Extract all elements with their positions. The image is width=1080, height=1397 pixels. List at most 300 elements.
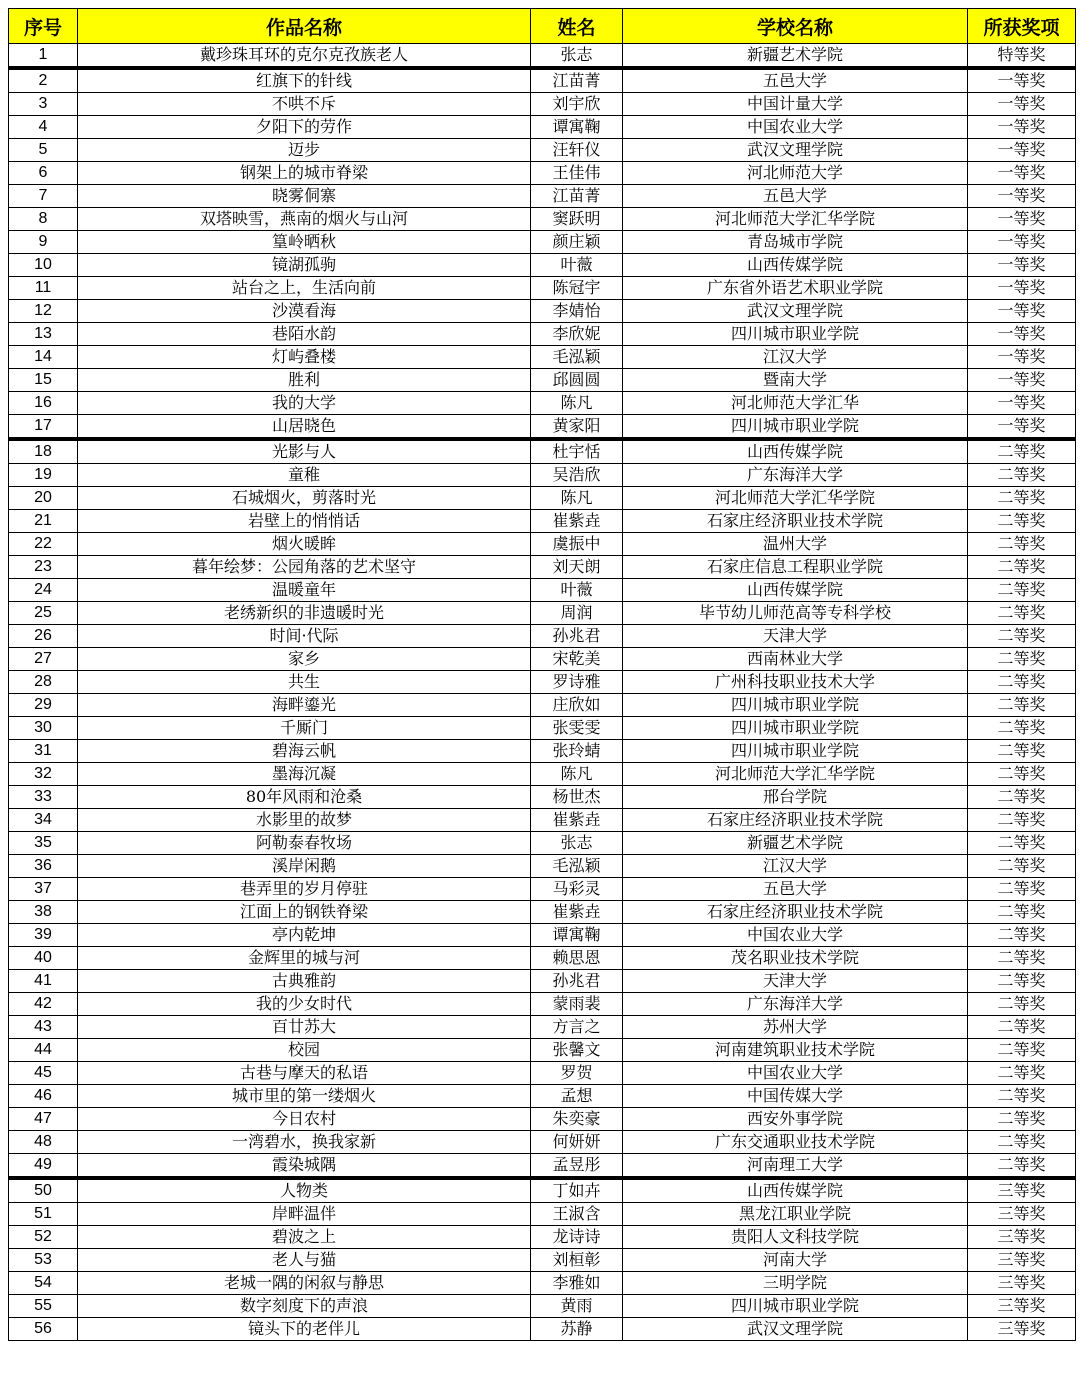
cell-work-title: 老绣新织的非遗暖时光 (78, 602, 531, 625)
cell-school: 武汉文理学院 (623, 1318, 968, 1341)
cell-index: 32 (9, 763, 78, 786)
cell-index: 2 (9, 68, 78, 93)
cell-work-title: 人物类 (78, 1178, 531, 1203)
cell-name: 江苗菁 (531, 185, 623, 208)
cell-index: 16 (9, 392, 78, 415)
cell-name: 毛泓颖 (531, 855, 623, 878)
cell-name: 朱奕豪 (531, 1108, 623, 1131)
table-row (9, 763, 1076, 786)
table-row (9, 323, 1076, 346)
table-row (9, 786, 1076, 809)
cell-school: 中国计量大学 (623, 93, 968, 116)
table-row (9, 602, 1076, 625)
cell-name: 李欣妮 (531, 323, 623, 346)
cell-name: 叶薇 (531, 254, 623, 277)
cell-work-title: 霞染城隅 (78, 1154, 531, 1179)
cell-index: 28 (9, 671, 78, 694)
cell-award: 一等奖 (968, 323, 1076, 346)
cell-work-title: 江面上的钢铁脊梁 (78, 901, 531, 924)
table-row (9, 254, 1076, 277)
cell-work-title: 时间·代际 (78, 625, 531, 648)
cell-index: 37 (9, 878, 78, 901)
cell-name: 吴浩欣 (531, 464, 623, 487)
cell-index: 35 (9, 832, 78, 855)
cell-work-title: 金辉里的城与河 (78, 947, 531, 970)
cell-school: 山西传媒学院 (623, 579, 968, 602)
table-row (9, 1203, 1076, 1226)
cell-name: 邱圆圆 (531, 369, 623, 392)
cell-award: 二等奖 (968, 510, 1076, 533)
cell-award: 二等奖 (968, 1154, 1076, 1179)
cell-index: 7 (9, 185, 78, 208)
cell-index: 18 (9, 439, 78, 464)
cell-index: 11 (9, 277, 78, 300)
cell-work-title: 晓雾侗寨 (78, 185, 531, 208)
cell-school: 五邑大学 (623, 878, 968, 901)
cell-school: 广东海洋大学 (623, 993, 968, 1016)
cell-name: 孙兆君 (531, 625, 623, 648)
cell-index: 29 (9, 694, 78, 717)
cell-index: 17 (9, 415, 78, 440)
cell-work-title: 夕阳下的劳作 (78, 116, 531, 139)
table-row (9, 300, 1076, 323)
cell-school: 天津大学 (623, 625, 968, 648)
cell-name: 孟想 (531, 1085, 623, 1108)
cell-work-title: 钢架上的城市脊梁 (78, 162, 531, 185)
cell-name: 罗诗雅 (531, 671, 623, 694)
cell-school: 山西传媒学院 (623, 1178, 968, 1203)
cell-school: 石家庄经济职业技术学院 (623, 901, 968, 924)
header-work-title: 作品名称 (78, 9, 531, 44)
table-row (9, 809, 1076, 832)
table-row (9, 44, 1076, 69)
cell-award: 三等奖 (968, 1226, 1076, 1249)
cell-school: 河北师范大学汇华学院 (623, 763, 968, 786)
cell-name: 刘桓彰 (531, 1249, 623, 1272)
cell-index: 46 (9, 1085, 78, 1108)
table-row (9, 93, 1076, 116)
cell-work-title: 我的少女时代 (78, 993, 531, 1016)
cell-index: 25 (9, 602, 78, 625)
cell-school: 暨南大学 (623, 369, 968, 392)
cell-award: 二等奖 (968, 786, 1076, 809)
cell-school: 四川城市职业学院 (623, 717, 968, 740)
cell-name: 江苗菁 (531, 68, 623, 93)
cell-work-title: 光影与人 (78, 439, 531, 464)
cell-school: 西南林业大学 (623, 648, 968, 671)
cell-name: 陈凡 (531, 763, 623, 786)
cell-work-title: 我的大学 (78, 392, 531, 415)
cell-school: 中国农业大学 (623, 924, 968, 947)
cell-name: 张玲蜻 (531, 740, 623, 763)
cell-school: 河南理工大学 (623, 1154, 968, 1179)
table-row (9, 1318, 1076, 1341)
cell-school: 石家庄经济职业技术学院 (623, 809, 968, 832)
cell-award: 一等奖 (968, 185, 1076, 208)
cell-school: 河北师范大学汇华 (623, 392, 968, 415)
table-row (9, 717, 1076, 740)
cell-award: 二等奖 (968, 947, 1076, 970)
cell-work-title: 石城烟火，剪落时光 (78, 487, 531, 510)
cell-name: 杨世杰 (531, 786, 623, 809)
cell-index: 9 (9, 231, 78, 254)
cell-name: 赖思恩 (531, 947, 623, 970)
cell-index: 4 (9, 116, 78, 139)
cell-school: 武汉文理学院 (623, 139, 968, 162)
table-row (9, 832, 1076, 855)
cell-school: 石家庄信息工程职业学院 (623, 556, 968, 579)
cell-index: 20 (9, 487, 78, 510)
cell-name: 龙诗诗 (531, 1226, 623, 1249)
cell-index: 13 (9, 323, 78, 346)
cell-work-title: 数字刻度下的声浪 (78, 1295, 531, 1318)
table-row (9, 947, 1076, 970)
cell-name: 李婧怡 (531, 300, 623, 323)
table-row (9, 1131, 1076, 1154)
cell-award: 一等奖 (968, 300, 1076, 323)
cell-school: 五邑大学 (623, 185, 968, 208)
cell-award: 一等奖 (968, 231, 1076, 254)
table-row (9, 392, 1076, 415)
cell-index: 3 (9, 93, 78, 116)
cell-award: 二等奖 (968, 579, 1076, 602)
cell-school: 新疆艺术学院 (623, 44, 968, 69)
cell-school: 四川城市职业学院 (623, 694, 968, 717)
cell-award: 二等奖 (968, 924, 1076, 947)
header-award: 所获奖项 (968, 9, 1076, 44)
cell-work-title: 墨海沉凝 (78, 763, 531, 786)
cell-school: 河北师范大学 (623, 162, 968, 185)
cell-award: 一等奖 (968, 392, 1076, 415)
cell-award: 二等奖 (968, 763, 1076, 786)
cell-school: 广东省外语艺术职业学院 (623, 277, 968, 300)
cell-index: 12 (9, 300, 78, 323)
cell-index: 22 (9, 533, 78, 556)
cell-work-title: 戴珍珠耳环的克尔克孜族老人 (78, 44, 531, 69)
cell-award: 二等奖 (968, 1085, 1076, 1108)
cell-work-title: 胜利 (78, 369, 531, 392)
cell-school: 新疆艺术学院 (623, 832, 968, 855)
cell-work-title: 城市里的第一缕烟火 (78, 1085, 531, 1108)
cell-index: 6 (9, 162, 78, 185)
cell-school: 毕节幼儿师范高等专科学校 (623, 602, 968, 625)
cell-name: 张雯雯 (531, 717, 623, 740)
table-row (9, 648, 1076, 671)
table-row (9, 901, 1076, 924)
cell-award: 二等奖 (968, 1039, 1076, 1062)
cell-work-title: 古巷与摩天的私语 (78, 1062, 531, 1085)
cell-index: 36 (9, 855, 78, 878)
table-row (9, 993, 1076, 1016)
cell-school: 四川城市职业学院 (623, 323, 968, 346)
cell-work-title: 碧波之上 (78, 1226, 531, 1249)
cell-work-title: 百廿苏大 (78, 1016, 531, 1039)
table-row (9, 185, 1076, 208)
cell-index: 27 (9, 648, 78, 671)
cell-index: 41 (9, 970, 78, 993)
cell-index: 49 (9, 1154, 78, 1179)
table-row (9, 510, 1076, 533)
cell-name: 颜庄颖 (531, 231, 623, 254)
cell-name: 黄家阳 (531, 415, 623, 440)
table-row (9, 1108, 1076, 1131)
cell-name: 蒙雨裴 (531, 993, 623, 1016)
cell-name: 虞振中 (531, 533, 623, 556)
cell-name: 崔紫垚 (531, 809, 623, 832)
table-row (9, 1085, 1076, 1108)
cell-name: 杜宇恬 (531, 439, 623, 464)
cell-award: 三等奖 (968, 1318, 1076, 1341)
cell-school: 中国传媒大学 (623, 1085, 968, 1108)
cell-award: 三等奖 (968, 1272, 1076, 1295)
cell-award: 二等奖 (968, 648, 1076, 671)
table-row (9, 1272, 1076, 1295)
cell-school: 广州科技职业技术大学 (623, 671, 968, 694)
cell-index: 48 (9, 1131, 78, 1154)
table-row (9, 878, 1076, 901)
table-row (9, 415, 1076, 440)
cell-index: 19 (9, 464, 78, 487)
cell-school: 河南建筑职业技术学院 (623, 1039, 968, 1062)
cell-work-title: 岩壁上的悄悄话 (78, 510, 531, 533)
cell-index: 8 (9, 208, 78, 231)
cell-work-title: 古典雅韵 (78, 970, 531, 993)
cell-name: 方言之 (531, 1016, 623, 1039)
table-row (9, 1295, 1076, 1318)
cell-index: 42 (9, 993, 78, 1016)
cell-work-title: 镜头下的老伴儿 (78, 1318, 531, 1341)
cell-award: 特等奖 (968, 44, 1076, 69)
table-row (9, 369, 1076, 392)
cell-index: 24 (9, 579, 78, 602)
table-row (9, 970, 1076, 993)
cell-award: 二等奖 (968, 487, 1076, 510)
cell-index: 15 (9, 369, 78, 392)
cell-index: 26 (9, 625, 78, 648)
table-row (9, 533, 1076, 556)
cell-school: 武汉文理学院 (623, 300, 968, 323)
cell-work-title: 海畔鎏光 (78, 694, 531, 717)
cell-name: 毛泓颖 (531, 346, 623, 369)
cell-index: 5 (9, 139, 78, 162)
cell-work-title: 童稚 (78, 464, 531, 487)
table-row (9, 556, 1076, 579)
cell-award: 二等奖 (968, 1062, 1076, 1085)
header-name: 姓名 (531, 9, 623, 44)
table-row (9, 1226, 1076, 1249)
cell-work-title: 烟火暖眸 (78, 533, 531, 556)
cell-work-title: 千厮门 (78, 717, 531, 740)
cell-work-title: 双塔映雪，燕南的烟火与山河 (78, 208, 531, 231)
awards-table (8, 8, 1076, 1341)
cell-award: 二等奖 (968, 694, 1076, 717)
cell-index: 55 (9, 1295, 78, 1318)
cell-work-title: 一湾碧水，换我家新 (78, 1131, 531, 1154)
cell-name: 李雅如 (531, 1272, 623, 1295)
cell-award: 二等奖 (968, 878, 1076, 901)
cell-name: 庄欣如 (531, 694, 623, 717)
table-row (9, 1016, 1076, 1039)
table-row (9, 68, 1076, 93)
cell-school: 黑龙江职业学院 (623, 1203, 968, 1226)
cell-award: 一等奖 (968, 139, 1076, 162)
cell-name: 崔紫垚 (531, 901, 623, 924)
table-row (9, 740, 1076, 763)
cell-name: 谭寓鞠 (531, 116, 623, 139)
table-row (9, 1062, 1076, 1085)
cell-school: 三明学院 (623, 1272, 968, 1295)
cell-name: 苏静 (531, 1318, 623, 1341)
table-row (9, 1039, 1076, 1062)
cell-award: 二等奖 (968, 602, 1076, 625)
cell-school: 中国农业大学 (623, 1062, 968, 1085)
cell-award: 一等奖 (968, 116, 1076, 139)
table-row (9, 464, 1076, 487)
cell-index: 54 (9, 1272, 78, 1295)
cell-award: 二等奖 (968, 439, 1076, 464)
cell-name: 丁如卉 (531, 1178, 623, 1203)
table-row (9, 924, 1076, 947)
cell-work-title: 老城一隅的闲叙与静思 (78, 1272, 531, 1295)
cell-index: 14 (9, 346, 78, 369)
cell-index: 43 (9, 1016, 78, 1039)
cell-work-title: 亭内乾坤 (78, 924, 531, 947)
cell-school: 邢台学院 (623, 786, 968, 809)
cell-work-title: 共生 (78, 671, 531, 694)
cell-work-title: 校园 (78, 1039, 531, 1062)
cell-work-title: 家乡 (78, 648, 531, 671)
cell-award: 一等奖 (968, 346, 1076, 369)
table-row (9, 694, 1076, 717)
cell-award: 三等奖 (968, 1203, 1076, 1226)
cell-name: 王佳伟 (531, 162, 623, 185)
cell-name: 刘天朗 (531, 556, 623, 579)
cell-award: 一等奖 (968, 68, 1076, 93)
cell-school: 温州大学 (623, 533, 968, 556)
table-row (9, 231, 1076, 254)
cell-award: 二等奖 (968, 556, 1076, 579)
cell-school: 石家庄经济职业技术学院 (623, 510, 968, 533)
table-body (9, 44, 1076, 1341)
cell-work-title: 山居晓色 (78, 415, 531, 440)
cell-school: 四川城市职业学院 (623, 740, 968, 763)
table-row (9, 162, 1076, 185)
cell-school: 广东交通职业技术学院 (623, 1131, 968, 1154)
cell-award: 三等奖 (968, 1249, 1076, 1272)
cell-school: 青岛城市学院 (623, 231, 968, 254)
cell-award: 二等奖 (968, 855, 1076, 878)
table-row (9, 855, 1076, 878)
cell-award: 一等奖 (968, 93, 1076, 116)
cell-award: 二等奖 (968, 625, 1076, 648)
cell-award: 一等奖 (968, 208, 1076, 231)
cell-school: 广东海洋大学 (623, 464, 968, 487)
cell-index: 30 (9, 717, 78, 740)
cell-name: 谭寓鞠 (531, 924, 623, 947)
cell-work-title: 溪岸闲鹅 (78, 855, 531, 878)
cell-name: 叶薇 (531, 579, 623, 602)
cell-work-title: 80年风雨和沧桑 (78, 786, 531, 809)
cell-index: 10 (9, 254, 78, 277)
cell-index: 38 (9, 901, 78, 924)
cell-work-title: 碧海云帆 (78, 740, 531, 763)
cell-index: 33 (9, 786, 78, 809)
cell-school: 山西传媒学院 (623, 439, 968, 464)
cell-school: 江汉大学 (623, 855, 968, 878)
cell-index: 40 (9, 947, 78, 970)
cell-index: 21 (9, 510, 78, 533)
cell-school: 贵阳人文科技学院 (623, 1226, 968, 1249)
cell-work-title: 篁岭晒秋 (78, 231, 531, 254)
cell-index: 52 (9, 1226, 78, 1249)
cell-school: 五邑大学 (623, 68, 968, 93)
cell-name: 窦跃明 (531, 208, 623, 231)
table-row (9, 116, 1076, 139)
table-row (9, 625, 1076, 648)
table-row (9, 1178, 1076, 1203)
cell-work-title: 不哄不斥 (78, 93, 531, 116)
cell-name: 陈凡 (531, 392, 623, 415)
cell-school: 四川城市职业学院 (623, 415, 968, 440)
cell-name: 宋乾美 (531, 648, 623, 671)
cell-name: 陈凡 (531, 487, 623, 510)
cell-award: 二等奖 (968, 901, 1076, 924)
header-school: 学校名称 (623, 9, 968, 44)
cell-school: 茂名职业技术学院 (623, 947, 968, 970)
cell-index: 34 (9, 809, 78, 832)
table-row (9, 1154, 1076, 1179)
cell-work-title: 岸畔温伴 (78, 1203, 531, 1226)
cell-name: 张馨文 (531, 1039, 623, 1062)
cell-award: 二等奖 (968, 809, 1076, 832)
cell-index: 47 (9, 1108, 78, 1131)
table-row (9, 439, 1076, 464)
cell-school: 中国农业大学 (623, 116, 968, 139)
cell-index: 39 (9, 924, 78, 947)
cell-work-title: 站台之上，生活向前 (78, 277, 531, 300)
cell-index: 56 (9, 1318, 78, 1341)
cell-school: 河南大学 (623, 1249, 968, 1272)
cell-name: 周润 (531, 602, 623, 625)
cell-award: 三等奖 (968, 1295, 1076, 1318)
cell-index: 53 (9, 1249, 78, 1272)
cell-award: 一等奖 (968, 254, 1076, 277)
cell-work-title: 灯屿叠楼 (78, 346, 531, 369)
cell-award: 一等奖 (968, 162, 1076, 185)
cell-school: 河北师范大学汇华学院 (623, 208, 968, 231)
cell-name: 黄雨 (531, 1295, 623, 1318)
cell-name: 王淑含 (531, 1203, 623, 1226)
table-row (9, 579, 1076, 602)
cell-award: 三等奖 (968, 1178, 1076, 1203)
cell-work-title: 沙漠看海 (78, 300, 531, 323)
cell-name: 孙兆君 (531, 970, 623, 993)
cell-school: 河北师范大学汇华学院 (623, 487, 968, 510)
table-row (9, 277, 1076, 300)
cell-award: 二等奖 (968, 832, 1076, 855)
cell-work-title: 镜湖孤驹 (78, 254, 531, 277)
cell-name: 张志 (531, 44, 623, 69)
table-row (9, 208, 1076, 231)
cell-award: 二等奖 (968, 464, 1076, 487)
table-row (9, 346, 1076, 369)
cell-index: 50 (9, 1178, 78, 1203)
cell-school: 山西传媒学院 (623, 254, 968, 277)
cell-award: 二等奖 (968, 533, 1076, 556)
cell-work-title: 暮年绘梦：公园角落的艺术坚守 (78, 556, 531, 579)
cell-work-title: 老人与猫 (78, 1249, 531, 1272)
cell-work-title: 温暖童年 (78, 579, 531, 602)
